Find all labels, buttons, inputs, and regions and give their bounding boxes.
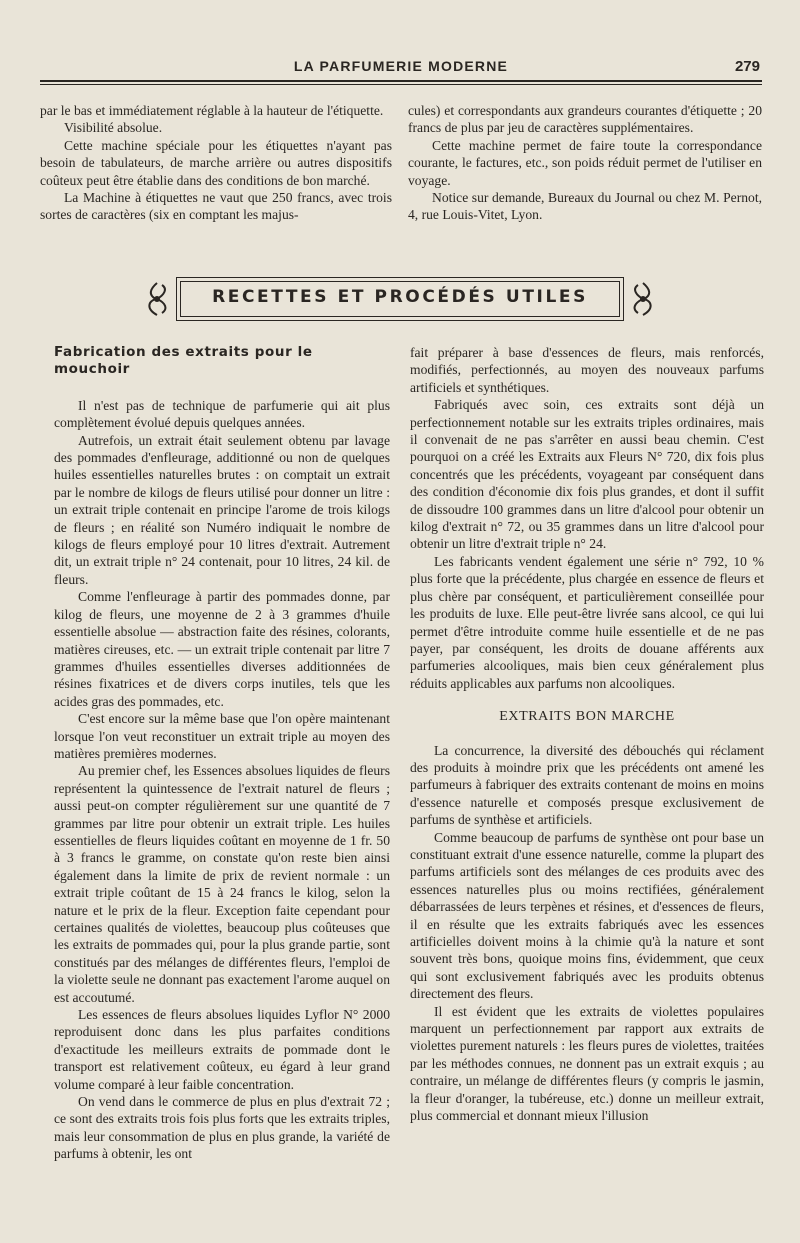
paragraph: fait préparer à base d'essences de fleurs, mais renforcés, modifiés, perfectionnés, au moyen des nouveaux parfums artificiels et synthétiques.	[410, 345, 764, 395]
subheading: EXTRAITS BON MARCHE	[499, 709, 675, 725]
paragraph: Au premier chef, les Essences absolues liquides de fleurs représentent la quintessence de l'extrait naturel de fleurs ; aussi peut-on compter régulièrement sur une quantité de 7 grammes par litre pour obtenir un extrait triple. Les huiles essentielles de fleurs liquides coûtant en moyenne de 1 fr. 50 à 3 francs le gramme, on constate qu'on reste bien ainsi également dans la limite de prix de revient normale : un extrait triple coûtant de 15 à 24 francs le kilog, selon la nature et le prix de la fleur. Exception faite cependant pour certaines qualités de violettes, beaucoup plus coûteuses que les extraits de pommades qui, pour la plus grande partie, sont constitués par des mélanges de différentes fleurs, l'emploi de la violette seule ne donnant pas exactement l'arome auquel on est accoutumé.	[54, 763, 390, 1005]
section-title: RECETTES ET PROCÉDÉS UTILES	[212, 287, 588, 307]
paragraph: On vend dans le commerce de plus en plus d'extrait 72 ; ce sont des extraits trois fois plus forts que les extraits triples, mais leur consommation de plus en plus grande, la variété de parfums à obtenir, les ont	[54, 1094, 390, 1162]
header-rule	[40, 80, 762, 82]
page-header	[40, 58, 762, 78]
paragraph: Cette machine permet de faire toute la correspondance courante, le factures, etc., son poids réduit permet de l'utiliser en voyage.	[408, 137, 762, 188]
article-title: Fabrication des extraits pour le mouchoir	[54, 344, 313, 378]
paragraph: C'est encore sur la même base que l'on opère maintenant lorsque l'on veut reconstituer un extrait triple au moyen des matières premières modernes.	[54, 711, 390, 761]
paragraph: Visibilité absolue.	[64, 120, 163, 136]
page-number: 279	[734, 58, 760, 75]
article-left-column	[54, 344, 390, 1163]
paragraph: La Machine à étiquettes ne vaut que 250 francs, avec trois sortes de caractères (six en comptant les majus-	[40, 190, 392, 223]
section-banner	[140, 273, 660, 325]
paragraph: Il est évident que les extraits de violettes populaires marquent un perfectionnement par rapport aux extraits de violettes purement naturels : les fleurs pures de violettes, traitées par les méthodes connues, ne donnent pas un extrait exquis ; au contraire, un mélange de différentes fleurs (y compris le jasmin, la fleur d'oranger, la tubéreuse, etc.) donne un meilleur extrait, plus commercial et donnant mieux l'illusion	[410, 1003, 764, 1124]
floral-ornament-icon	[142, 281, 172, 317]
paragraph: Les fabricants vendent également une série n° 792, 10 % plus forte que la précédente, plus chargée en essence de fleurs et plus chère par conséquent, et particulièrement conseillée pour les produits de luxe. Elle peut-être livrée sans alcool, ce qui lui permet d'être introduite comme huile essentielle et de ne pas payer, par conséquent, les droits de douane afférents aux parfumeries alcooliques, mais bien ceux généralement plus réduits applicables aux parfums non alcooliques.	[410, 553, 764, 691]
paragraph: Les essences de fleurs absolues liquides Lyflor N° 2000 reproduisent donc dans les plus parfaites conditions d'exactitude les meilleurs extraits de pommade dont le transport est relativement coûteux, eu égard à leur grand volume comparé à leur faible concentration.	[54, 1007, 390, 1092]
paragraph: Il n'est pas de technique de parfumerie qui ait plus complètement évolué depuis quelques années.	[54, 397, 390, 431]
floral-ornament-icon	[628, 281, 658, 317]
header-rule-thin	[40, 84, 762, 85]
paragraph: Fabriqués avec soin, ces extraits sont déjà un perfectionnement notable sur les extraits triples ordinaires, mais il convenait de ne pas s'arrêter en aussi beau chemin. C'est pourquoi on a créé les Extraits aux Fleurs N° 720, dix fois plus concentrés que les précédents, voyageant par conséquent dans des condition d'économie dix fois plus grandes, et dont il suffit de dissoudre 100 grammes dans un litre d'alcool pour obtenir un kilog d'extrait n° 72, ou 35 grammes dans un litre d'alcool pour obtenir un litre d'extrait triple n° 24.	[410, 397, 764, 552]
paragraph: Comme l'enfleurage à partir des pommades donne, par kilog de fleurs, une moyenne de 2 à 3 grammes d'huile essentielle absolue — abstraction faite des résines, colorants, matières cireuses, etc. — un extrait triple contenait par litre 7 grammes d'huiles essentielles diverses additionnées de résines fixatrices et de divers corps inutiles, tels que les acides gras des pommades, etc.	[54, 589, 390, 709]
top-article-right-column	[408, 102, 762, 224]
article-right-column	[410, 344, 764, 1124]
paragraph: Notice sur demande, Bureaux du Journal ou chez M. Pernot, 4, rue Louis-Vitet, Lyon.	[408, 190, 762, 223]
running-title: LA PARFUMERIE MODERNE	[293, 58, 509, 74]
paragraph: par le bas et immédiatement réglable à la hauteur de l'étiquette.	[40, 103, 384, 118]
paragraph: cules) et correspondants aux grandeurs courantes d'étiquette ; 20 francs de plus par jeu de caractères supplémentaires.	[408, 103, 762, 136]
paragraph: Cette machine spéciale pour les étiquettes n'ayant pas besoin de tabulateurs, de marche arrière ou autres dispositifs coûteux peut être établie dans des conditions de bon marché.	[40, 137, 392, 188]
paragraph: Comme beaucoup de parfums de synthèse ont pour base un constituant extrait d'une essence naturelle, comme la plupart des parfums artificiels sont des mélanges de ces produits avec des essences naturelles plus ou moins rectifiées, généralement débarrassées de leurs terpènes et résines, et d'essences de fleurs, il en résulte que les extraits fabriqués avec les essences artificielles doivent moins à la chimie qu'à la nature et sont souvent très bons, quoique moins fins, évidemment, que ceux qui sont exclusivement fabriqués avec les produits obtenus directement des fleurs.	[410, 829, 764, 1002]
top-article-left-column	[40, 102, 392, 224]
paragraph: La concurrence, la diversité des débouchés qui réclament des produits à moindre prix que les précédents ont amené les parfumeurs à fabriquer des extraits contenant de moins en moins d'essence naturelle et composés presque exclusivement de parfums de synthèse et artificiels.	[410, 742, 764, 828]
paragraph: Autrefois, un extrait était seulement obtenu par lavage des pommades d'enfleurage, additionné ou non de quelques huiles essentielles naturelles brutes : on comptait un extrait par le nombre de kilogs de fleurs utilisé pour donner un litre : un extrait triple contenait en principe l'arome de trois kilogs de fleurs ; en réalité son Numéro indiquait le nombre de kilogs de fleurs employé pour 10 litres d'extrait. Autrement dit, un extrait triple n° 24 contenait, pour 10 litres, 24 kil. de fleurs.	[54, 432, 390, 587]
